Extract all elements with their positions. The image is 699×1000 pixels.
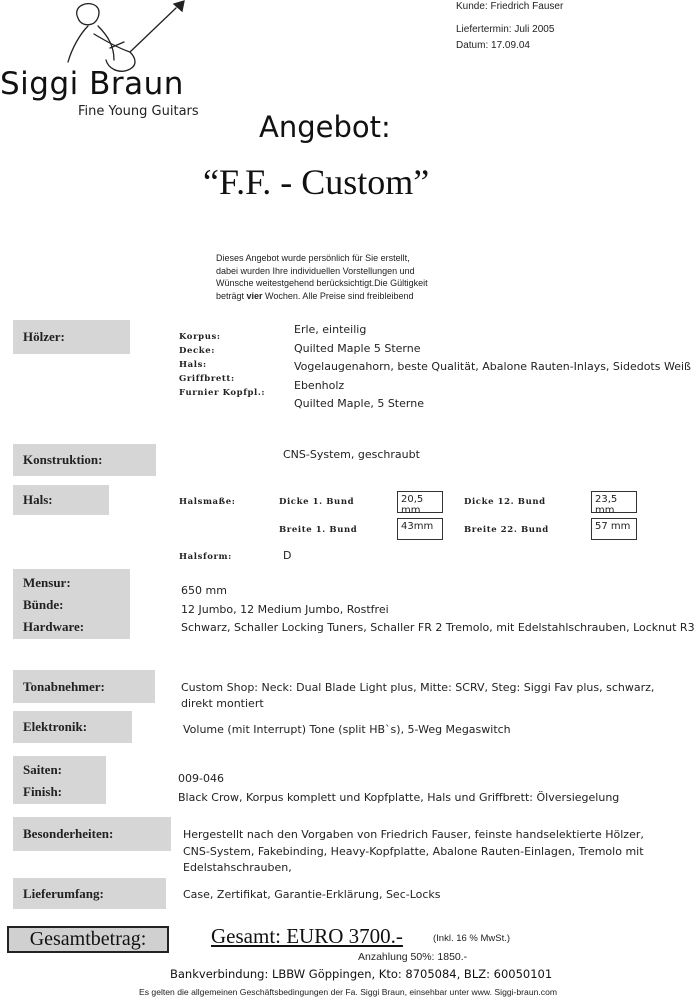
lieferumfang-value: Case, Zertifikat, Garantie-Erklärung, Sec-Locks — [183, 888, 441, 901]
dicke1-value: 20,5 mm — [397, 491, 443, 513]
halsmasse-label: Halsmaße: — [179, 497, 236, 507]
guitarist-logo-icon — [58, 0, 198, 75]
model-name: “F.F. - Custom” — [203, 162, 430, 202]
pickup-line: Custom Shop: Neck: Dual Blade Light plus, Mitte: SCRV, Steg: Siggi Fav plus, schwarz, — [181, 681, 655, 694]
wood-value-korpus: Erle, einteilig — [294, 323, 367, 336]
pickup-line: direkt montiert — [181, 697, 264, 710]
halsform-value: D — [283, 549, 292, 562]
dicke12-label: Dicke 12. Bund — [464, 497, 546, 507]
section-tonabnehmer — [13, 670, 155, 703]
hardware-value: Schwarz, Schaller Locking Tuners, Schaller FR 2 Tremolo, mit Edelstahlschrauben, Locknut R3 — [181, 621, 695, 634]
hoelzer-values — [294, 321, 691, 414]
customer-name: Kunde: Friedrich Fauser — [456, 1, 564, 12]
intro-line: dabei wurden Ihre individuellen Vorstellungen und — [216, 265, 415, 276]
section-label: Finish: — [23, 784, 63, 799]
dicke1-label: Dicke 1. Bund — [279, 497, 355, 507]
konstruktion-value: CNS-System, geschraubt — [283, 448, 420, 461]
section-konstruktion — [13, 444, 156, 476]
breite22-value: 57 mm — [591, 518, 637, 540]
section-saiten — [13, 756, 106, 804]
section-label: Bünde: — [23, 597, 64, 612]
intro-line — [216, 290, 428, 303]
dicke12-value: 23,5 mm — [591, 491, 637, 513]
section-besonderheiten — [13, 817, 171, 851]
brand-name: Siggi Braun — [0, 66, 184, 102]
special-line: Edelstahschrauben, — [183, 861, 292, 874]
saiten-values — [178, 769, 619, 807]
section-label: Tonabnehmer: — [23, 678, 105, 694]
halsform-label: Halsform: — [179, 552, 232, 562]
section-label: Konstruktion: — [23, 452, 103, 467]
finish-value: Black Crow, Korpus komplett und Kopfplatte, Hals und Griffbrett: Ölversiegelung — [178, 791, 620, 804]
mensur-value: 650 mm — [181, 584, 227, 597]
terms-footer: Es gelten die allgemeinen Geschäftsbedingungen der Fa. Siggi Braun, einsehbar unter www. Siggi-braun.com — [139, 987, 558, 997]
special-line: CNS-System, Fakebinding, Heavy-Kopfplatte, Abalone Rauten-Einlagen, Tremolo mit — [183, 844, 644, 858]
breite1-label: Breite 1. Bund — [279, 525, 358, 535]
mensur-values — [181, 582, 695, 638]
wood-label-decke: Decke: — [179, 346, 215, 356]
delivery-date: Liefertermin: Juli 2005 — [456, 24, 555, 35]
brand-tagline: Fine Young Guitars — [78, 104, 199, 119]
total-label: Gesamtbetrag: — [29, 928, 147, 950]
intro-post: Wochen. Alle Preise sind freibleibend — [262, 290, 414, 301]
wood-label-griffbrett: Griffbrett: — [179, 374, 235, 384]
total-tax: (Inkl. 16 % MwSt.) — [433, 933, 511, 944]
deposit: Anzahlung 50%: 1850.- — [358, 951, 468, 963]
buende-value: 12 Jumbo, 12 Medium Jumbo, Rostfrei — [181, 602, 389, 616]
breite22-label: Breite 22. Bund — [464, 525, 549, 535]
wood-label-hals: Hals: — [179, 360, 207, 370]
intro-bold: vier — [246, 290, 263, 301]
wood-value-hals: Vogelaugenahorn, beste Qualität, Abalone Rauten-Inlays, Sidedots Weiß — [294, 360, 691, 373]
hoelzer-labels — [179, 330, 265, 400]
intro-pre: beträgt — [216, 290, 247, 301]
wood-value-furnier: Quilted Maple, 5 Sterne — [294, 397, 424, 410]
wood-value-decke: Quilted Maple 5 Sterne — [294, 341, 421, 355]
saiten-value: 009-046 — [178, 772, 224, 785]
breite1-value: 43mm — [397, 518, 443, 540]
wood-label-furnier: Furnier Kopfpl.: — [179, 388, 266, 398]
tonabnehmer-value — [181, 680, 654, 712]
brand-logo — [0, 0, 240, 130]
intro-text — [216, 252, 428, 302]
page-title: Angebot: — [259, 110, 391, 144]
section-label: Hölzer: — [23, 329, 65, 344]
section-hals — [13, 485, 109, 515]
bank-details: Bankverbindung: LBBW Göppingen, Kto: 8705084, BLZ: 60050101 — [170, 967, 553, 981]
offer-date: Datum: 17.09.04 — [456, 40, 530, 51]
total-amount: Gesamt: EURO 3700.- — [211, 924, 403, 948]
section-lieferumfang — [13, 878, 166, 909]
total-label-box — [7, 926, 169, 953]
section-label: Mensur: — [23, 575, 71, 590]
special-line: Hergestellt nach den Vorgaben von Friedrich Fauser, feinste handselektierte Hölzer, — [183, 828, 644, 841]
elektronik-value: Volume (mit Interrupt) Tone (split HB`s), 5-Weg Megaswitch — [183, 723, 511, 736]
intro-line: Wünsche weitestgehend berücksichtigt.Die Gültigkeit — [216, 278, 428, 288]
section-label: Besonderheiten: — [23, 826, 114, 841]
wood-label-korpus: Korpus: — [179, 332, 221, 342]
section-mensur — [13, 569, 130, 639]
section-hoelzer — [13, 320, 130, 354]
besonderheiten-value — [183, 827, 644, 877]
section-label: Lieferumfang: — [23, 885, 104, 901]
section-label: Hals: — [23, 492, 53, 507]
section-label: Elektronik: — [23, 719, 88, 734]
section-label: Hardware: — [23, 619, 85, 634]
section-label: Saiten: — [23, 762, 62, 777]
section-elektronik — [13, 711, 132, 743]
intro-line: Dieses Angebot wurde persönlich für Sie erstellt, — [216, 253, 410, 263]
wood-value-griffbrett: Ebenholz — [294, 378, 345, 392]
